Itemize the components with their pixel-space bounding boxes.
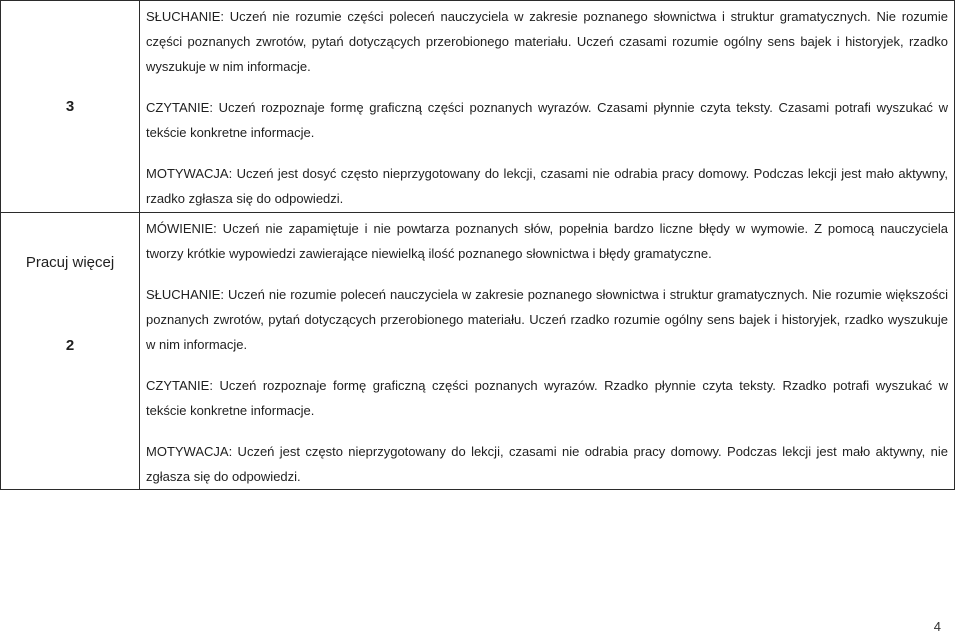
table-row-grade-3 <box>1 1 955 213</box>
grade-2-name: Pracuj więcej <box>25 254 115 271</box>
grade-3-motivation: MOTYWACJA: Uczeń jest dosyć często nieprzygotowany do lekcji, czasami nie odrabia pracy domowy. Podczas lekcji jest mało aktywny, rzadko zgłasza się do odpowiedzi. <box>146 166 948 206</box>
grade-2-number: 2 <box>65 337 75 354</box>
table-row-grade-2 <box>1 213 955 490</box>
grade-2-reading: CZYTANIE: Uczeń rozpoznaje formę graficzną części poznanych wyrazów. Rzadko płynnie czyta teksty. Rzadko potrafi wyszukać w tekście konkretne informacje. <box>146 378 948 418</box>
grade-2-listening: SŁUCHANIE: Uczeń nie rozumie poleceń nauczyciela w zakresie poznanego słownictwa i struktur gramatycznych. Nie rozumie większości poznanych zwrotów, pytań dotyczących przerobionego materiału. Uczeń rzadko rozumie ogólny sens bajek i historyjek, rzadko wyszukuje w nim informacje. <box>146 287 948 352</box>
grade-3-label-cell <box>1 1 140 213</box>
grade-2-motivation: MOTYWACJA: Uczeń jest często nieprzygotowany do lekcji, czasami nie odrabia pracy domowy. Podczas lekcji jest mało aktywny, nie zgłasza się do odpowiedzi. <box>146 444 948 484</box>
grade-3-reading: CZYTANIE: Uczeń rozpoznaje formę graficzną części poznanych wyrazów. Czasami płynnie czyta teksty. Czasami potrafi wyszukać w tekście konkretne informacje. <box>146 100 948 140</box>
grade-3-listening: SŁUCHANIE: Uczeń nie rozumie części poleceń nauczyciela w zakresie poznanego słownictwa i struktur gramatycznych. Nie rozumie części poznanych zwrotów, pytań dotyczących przerobionego materiału. Uczeń czasami rozumie ogólny sens bajek i historyjek, rzadko wyszukuje w nim informacje. <box>146 9 948 74</box>
grade-2-speaking: MÓWIENIE: Uczeń nie zapamiętuje i nie powtarza poznanych słów, popełnia bardzo liczne błędy w wymowie. Z pomocą nauczyciela tworzy krótkie wypowiedzi zawierające niewielką ilość poznanego słownictwa i błędy gramatyczne. <box>146 221 948 261</box>
page-number: 4 <box>933 619 941 634</box>
grade-2-description-cell <box>140 213 955 490</box>
grade-2-label-cell <box>1 213 140 490</box>
grade-3-description-cell <box>140 1 955 213</box>
grade-3-number: 3 <box>65 98 75 115</box>
